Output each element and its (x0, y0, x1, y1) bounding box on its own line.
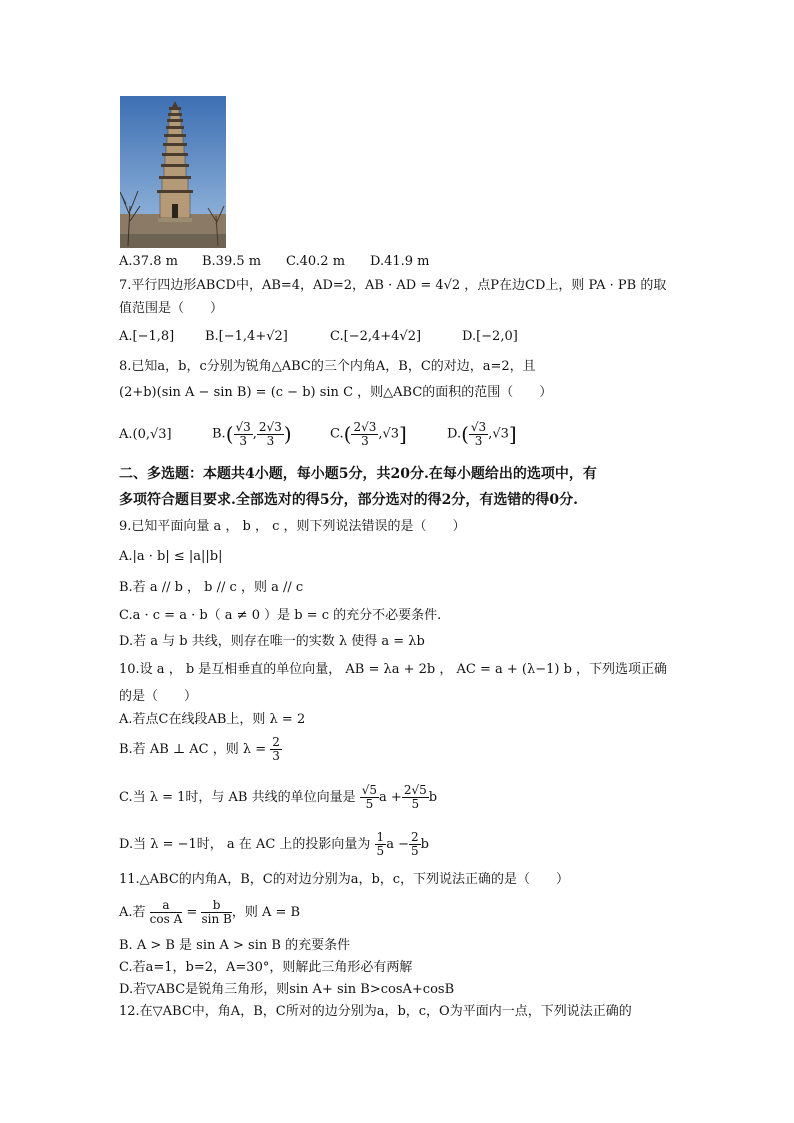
fraction-denominator: 5 (410, 844, 419, 858)
q8-option-c: C.( $\frac{2√3}{3}$ ,√3] (330, 419, 407, 448)
q7-option-c: C.[−2,4+4√2] (330, 329, 422, 344)
fraction-denominator: 5 (411, 797, 420, 811)
equals-sign: = (186, 905, 198, 920)
q10-option-d-mid: a − (386, 837, 409, 852)
q11-option-d: D.若▽ABC是锐角三角形，则sin A+ sin B>cosA+cosB (119, 982, 455, 997)
fraction-numerator: b (201, 899, 231, 913)
q10-option-a: A.若点C在线段AB上，则 λ = 2 (119, 712, 306, 727)
q10-option-d-tail: b (420, 837, 429, 852)
q10-option-d-text: D.当 λ = −1时， a 在 AC 上的投影向量为 (119, 837, 371, 852)
fraction-numerator: √3 (470, 419, 487, 434)
q8-option-b: B.( $\frac{√3}{3}$ , $\frac{2√3}{3}$ ) (212, 419, 292, 448)
q10-option-b (119, 730, 282, 770)
q7-option-a: A.[−1,8] (119, 329, 175, 344)
q7-stem-line2: 值范围是（ ） (119, 301, 224, 316)
section2-heading-line2: 多项符合题目要求.全部选对的得5分，部分选对的得2分，有选错的得0分. (119, 492, 578, 508)
fraction-numerator: √3 (235, 419, 251, 434)
q10-option-c-mid: a + (379, 790, 402, 805)
fraction-denominator: 3 (272, 749, 280, 763)
q11-option-c: C.若a=1，b=2，A=30°，则解此三角形必有两解 (119, 960, 413, 975)
fraction-numerator: 2√5 (403, 783, 427, 797)
q10-option-b-text: B.若 AB ⊥ AC ，则 λ = (119, 742, 267, 757)
q8-option-c-tail: ,√3 (378, 426, 400, 442)
q10-option-c (119, 778, 437, 818)
q7-option-b: B.[−1,4+√2] (205, 329, 288, 344)
fraction-denominator: 5 (376, 844, 385, 858)
q9-option-a: A.|a · b| ≤ |a||b| (119, 549, 223, 564)
fraction-numerator: 1 (376, 830, 385, 844)
q10-stem-line2: 的是（ ） (119, 689, 198, 704)
q6-option-b: B.39.5 m (202, 254, 262, 269)
q8-option-b-label: B. (212, 426, 226, 442)
q11-option-b: B. A > B 是 sin A > sin B 的充要条件 (119, 938, 351, 953)
fraction-denominator: 3 (239, 433, 247, 448)
q12-stem: 12.在▽ABC中，角A，B，C所对的边分别为a，b，c，O为平面内一点，下列说法正确的 (119, 1004, 632, 1019)
fraction-numerator: 2 (272, 735, 280, 749)
fraction-numerator: 2√3 (258, 419, 282, 434)
fraction-numerator: 2 (410, 830, 419, 844)
q8-option-a: A.(0,√3] (119, 427, 172, 442)
q7-stem-line1: 7.平行四边形ABCD中，AB=4，AD=2，AB · AD = 4√2 ，点P在边CD上，则 PA · PB 的取 (119, 278, 667, 293)
q10-option-d (119, 825, 429, 865)
q11-option-a-tail: ，则 A = B (231, 905, 301, 920)
fraction-denominator: cos A (149, 912, 183, 926)
fraction-numerator: a (150, 899, 183, 913)
q8-stem-line2: (2+b)(sin A − sin B) = (c − b) sin C ，则△ABC的面积的范围（ ） (119, 385, 553, 400)
fraction-numerator: 2√3 (353, 419, 377, 434)
fraction-numerator: √5 (361, 783, 378, 797)
q8-option-c-label: C. (330, 426, 344, 442)
fraction-denominator: 5 (365, 797, 374, 811)
q7-option-d: D.[−2,0] (462, 329, 518, 344)
q6-option-c: C.40.2 m (286, 254, 346, 269)
q8-stem-line1: 8.已知a，b，c分别为锐角△ABC的三个内角A，B，C的对边，a=2，且 (119, 359, 536, 374)
q8-option-d-label: D. (447, 426, 462, 442)
q8-option-d: D.( $\frac{√3}{3}$ ,√3] (447, 419, 517, 448)
q11-option-a (119, 893, 300, 933)
q6-option-d: D.41.9 m (370, 254, 430, 269)
q10-option-c-tail: b (428, 790, 438, 805)
q11-stem: 11.△ABC的内角A，B，C的对边分别为a，b，c，下列说法正确的是（ ） (119, 872, 570, 887)
q9-option-d: D.若 a 与 b 共线，则存在唯一的实数 λ 使得 a = λb (119, 634, 425, 649)
pagoda-photo (120, 96, 226, 248)
q6-option-a: A.37.8 m (119, 254, 178, 269)
fraction-denominator: sin B (201, 912, 232, 926)
q9-option-b: B.若 a // b ， b // c ，则 a // c (119, 580, 304, 595)
fraction-denominator: 3 (266, 433, 275, 448)
q8-option-d-tail: ,√3 (488, 426, 509, 442)
fraction-denominator: 3 (474, 433, 483, 448)
q9-option-c: C.a · c = a · b（ a ≠ 0 ）是 b = c 的充分不必要条件. (119, 608, 442, 623)
fraction-denominator: 3 (361, 433, 369, 448)
q10-option-c-text: C.当 λ = 1时，与 AB 共线的单位向量是 (119, 790, 356, 805)
section2-heading-line1: 二、多选题：本题共4小题，每小题5分，共20分.在每小题给出的选项中，有 (119, 466, 597, 482)
q10-stem-line1: 10.设 a ， b 是互相垂直的单位向量， AB = λa + 2b ， AC = a + (λ−1) b ，下列选项正确 (119, 662, 668, 677)
q11-option-a-text: A.若 (119, 905, 146, 920)
q9-stem: 9.已知平面向量 a ， b ， c ，则下列说法错误的是（ ） (119, 519, 466, 534)
